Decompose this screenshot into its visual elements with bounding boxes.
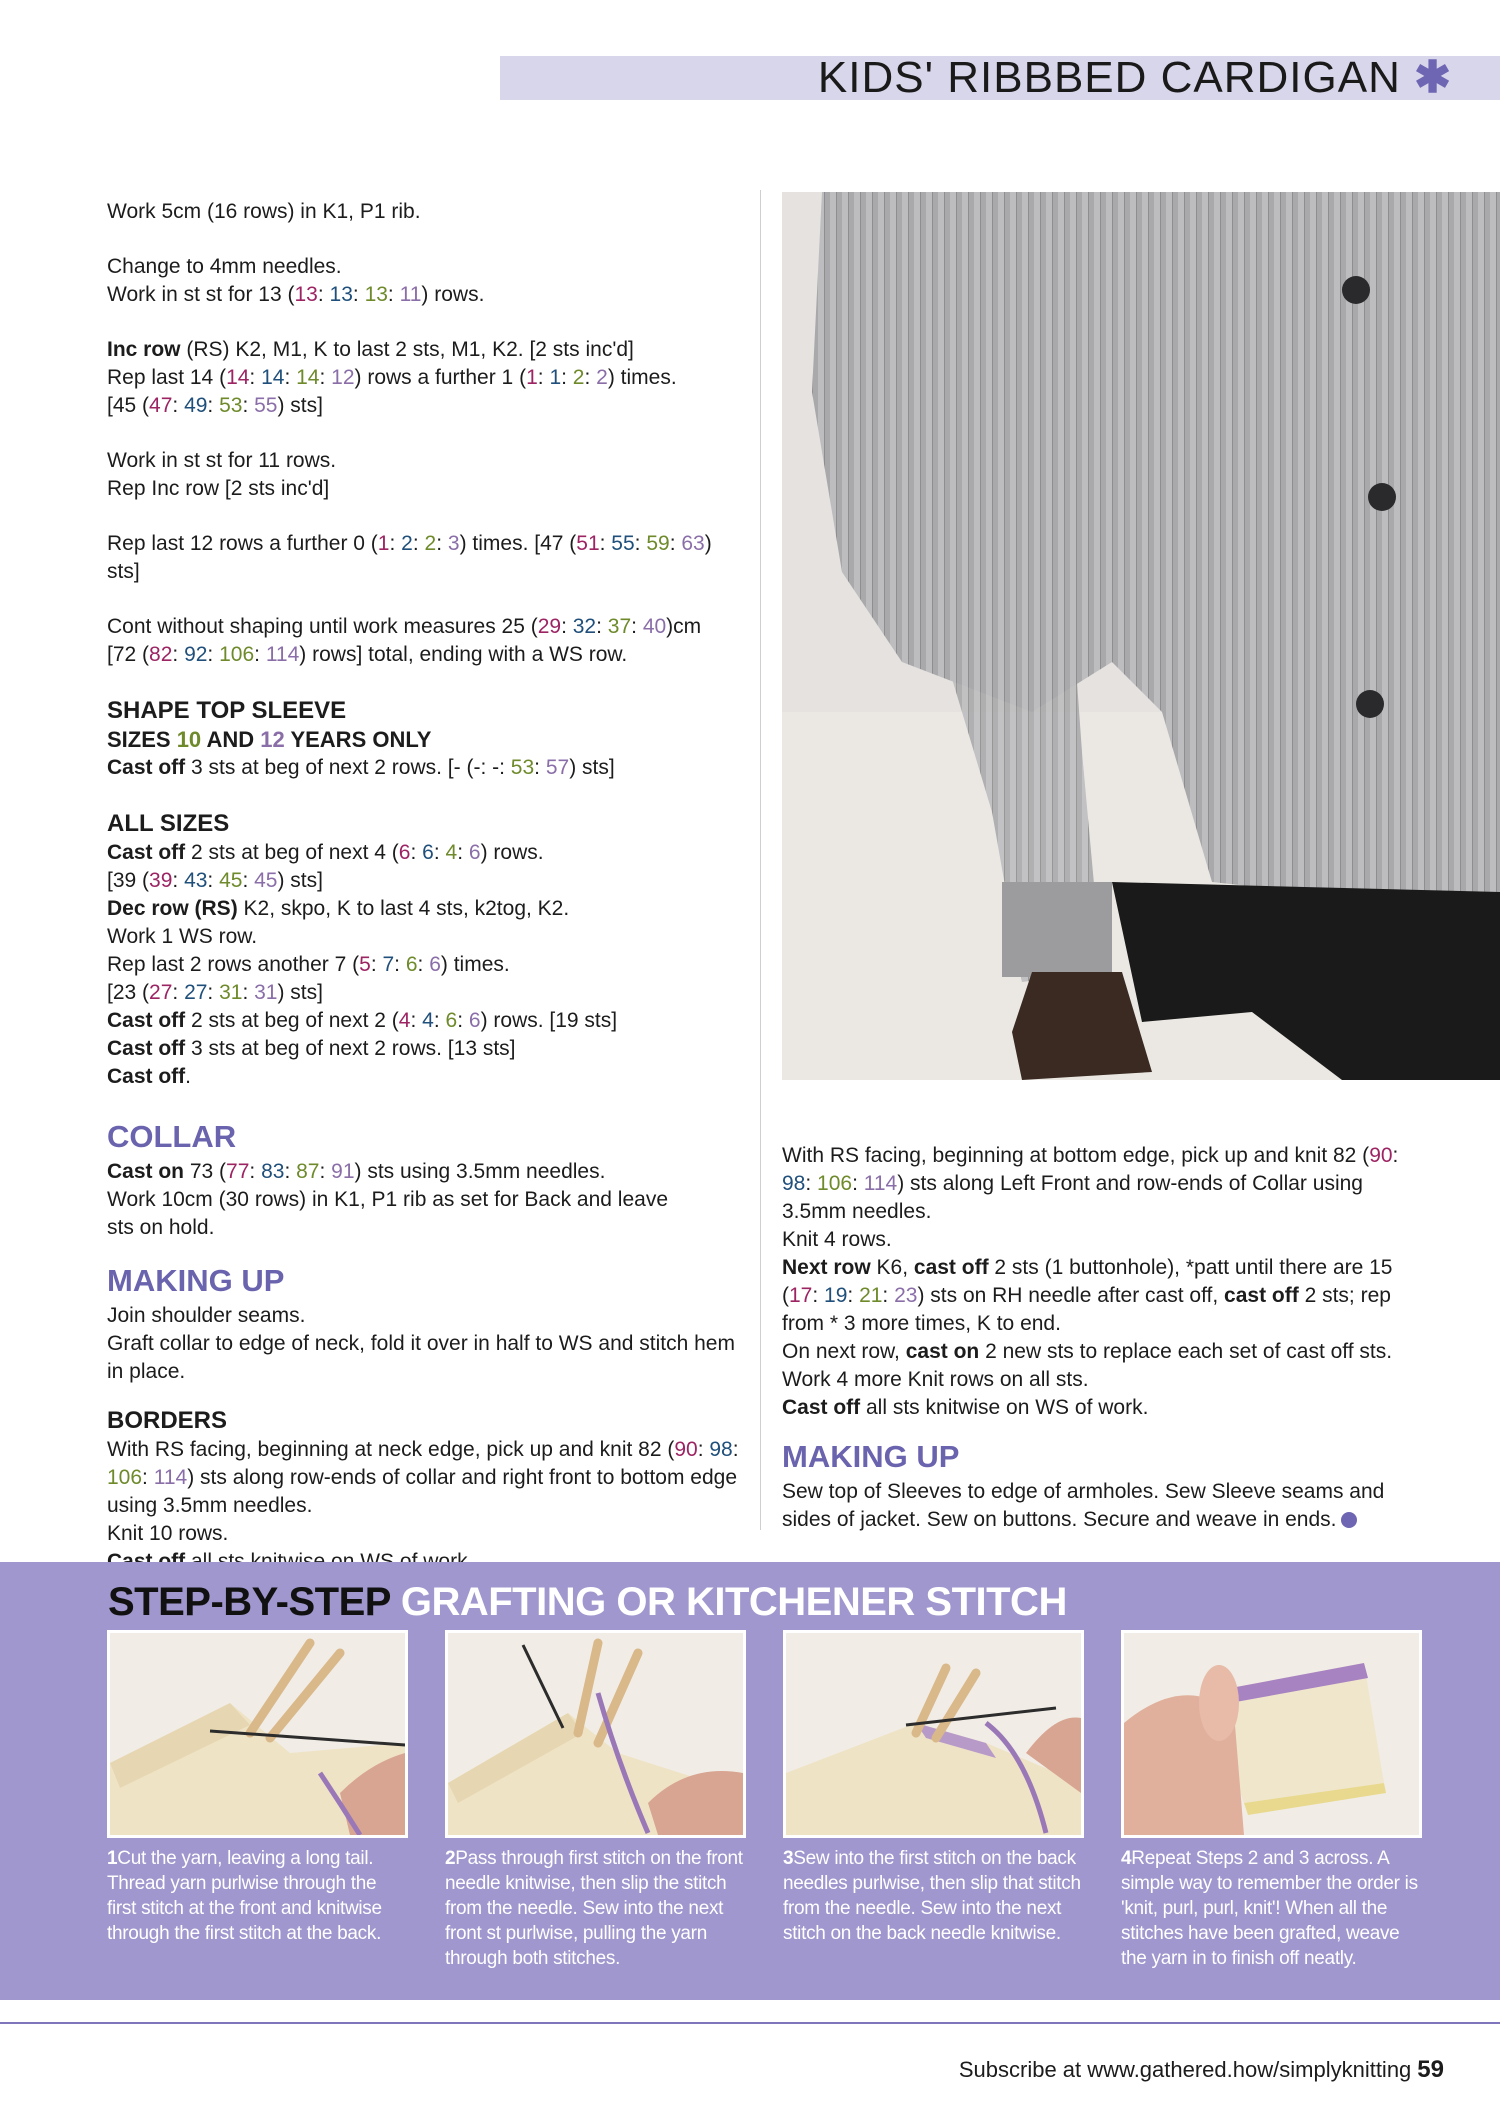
heading-borders: BORDERS [107, 1407, 228, 1434]
para-left-front-border: With RS facing, beginning at bottom edge, pick up and knit 82 (90: 98: 106: 114) sts along Left Front and row-ends of Collar using 3.5mm needles. Knit 4 rows. Next row K6, cast off 2 sts (1 buttonhole), *patt until there are 15 (17: 19: 21: 23) sts on RH needle after cast off, cast off 2 sts; rep from * 3 more times, K to end. On next row, cast on 2 new sts to replace each set of cast off sts. Work 4 more Knit rows on all sts. Cast off all sts knitwise on WS of work. [782, 1144, 1399, 1419]
cardigan-illustration [782, 192, 1500, 1080]
heading-making-up-right: MAKING UP [782, 1439, 960, 1474]
para-work-11: Work in st st for 11 rows. Rep Inc row [2 sts inc'd] [107, 449, 337, 500]
step-1-text: 1Cut the yarn, leaving a long tail. Thread yarn purlwise through the first stitch at the front and knitwise through the first stitch at the back. [107, 1848, 382, 1944]
step-4-text: 4Repeat Steps 2 and 3 across. A simple way to remember the order is 'knit, purl, purl, knit'! When all the stitches have been grafted, weave the yarn in to finish off neatly. [1121, 1848, 1418, 1969]
heading-collar: COLLAR [107, 1119, 237, 1154]
step-2-text: 2Pass through first stitch on the front needle knitwise, then slip the stitch from the needle. Sew into the next front st purlwise, pulling the yarn through both stitches. [445, 1848, 743, 1969]
cardigan-photo [782, 192, 1500, 1080]
step-3-text: 3Sew into the first stitch on the back needles purlwise, then slip that stitch from the needle. Sew into the next stitch on the back needle knitwise. [783, 1848, 1081, 1944]
left-column [107, 198, 747, 1603]
step-4-illustration [1124, 1633, 1419, 1835]
heading-shape-top-sleeve: SHAPE TOP SLEEVE [107, 697, 347, 724]
section-making-up-left: MAKING UP Join shoulder seams. Graft collar to edge of neck, fold it over in half to WS and stitch hem in place. [107, 1262, 747, 1386]
footer [959, 2056, 1444, 2084]
step-1-illustration [110, 1633, 405, 1835]
para-inc-row: Inc row (RS) K2, M1, K to last 2 sts, M1, K2. [2 sts inc'd] Rep last 14 (14: 14: 14: 12) rows a further 1 (1: 1: 2: 2) times. [45 (47: 49: 53: 55) sts] [107, 338, 677, 417]
para-cont: Cont without shaping until work measures 25 (29: 32: 37: 40)cm [72 (82: 92: 106: 114) rows] total, ending with a WS row. [107, 615, 702, 666]
steps-title: STEP-BY-STEP GRAFTING OR KITCHENER STITCH [108, 1580, 1067, 1624]
heading-making-up: MAKING UP [107, 1263, 285, 1298]
section-shape-top-sleeve: SHAPE TOP SLEEVE SIZES 10 AND 12 YEARS ONLY Cast off 3 sts at beg of next 2 rows. [- (-: -: 53: 57) sts] [107, 696, 747, 782]
step-3-photo [783, 1630, 1084, 1838]
step-2-illustration [448, 1633, 743, 1835]
step-1-photo [107, 1630, 408, 1838]
heading-all-sizes: ALL SIZES [107, 810, 230, 837]
heading-sizes: SIZES 10 AND 12 YEARS ONLY [107, 727, 432, 752]
section-making-up-right: MAKING UP Sew top of Sleeves to edge of armholes. Sew Sleeve seams and sides of jacket. Sew on buttons. Secure and weave in ends. [782, 1438, 1482, 1534]
page-title: KIDS' RIBBBED CARDIGAN ✱ [817, 53, 1452, 102]
para-rib: Work 5cm (16 rows) in K1, P1 rib. [107, 200, 421, 223]
section-borders: BORDERS With RS facing, beginning at neck edge, pick up and knit 82 (90: 98: 106: 114) sts along row-ends of collar and right front to bottom edge using 3.5mm needles. Knit 10 rows. [107, 1406, 747, 1576]
footer-rule [0, 2022, 1500, 2024]
step-3-illustration [786, 1633, 1081, 1835]
subscribe-text: Subscribe at www.gathered.how/simplyknitting [958, 2057, 1412, 2082]
section-collar: COLLAR Cast on 73 (77: 83: 87: 91) sts using 3.5mm needles. Work 10cm (30 rows) in K1, P1 rib as set for Back and leave sts on hold. [107, 1118, 747, 1242]
right-column [782, 1142, 1482, 1534]
column-divider [760, 190, 761, 1530]
para-rep-12: Rep last 12 rows a further 0 (1: 2: 2: 3) times. [47 (51: 55: 59: 63) sts] [107, 532, 712, 583]
step-2-photo [445, 1630, 746, 1838]
section-all-sizes: ALL SIZES Cast off 2 sts at beg of next 4 (6: 6: 4: 6) rows. [39 (39: 43: 45: 45) sts] Dec row (RS) K2, skpo, K to last 4 sts, k2tog, K2. Work 1 WS row. Rep last 2 rows another 7 (5: 7: 6: 6) times. [23 (27: 27: 31: 31) sts] Cast off 2 sts at beg of next 2 (4: 4: 6: 6) rows. [19 sts] Cast off 3 sts at beg of next 2 rows. [13 sts] Cast off. [107, 809, 747, 1091]
asterisk-icon: ✱ [1414, 53, 1452, 102]
para-change-needles: Change to 4mm needles. Work in st st for 13 (13: 13: 13: 11) rows. [107, 255, 485, 306]
page-number: 59 [1417, 2056, 1444, 2083]
step-4-photo [1121, 1630, 1422, 1838]
yarn-ball-icon [1341, 1512, 1357, 1528]
